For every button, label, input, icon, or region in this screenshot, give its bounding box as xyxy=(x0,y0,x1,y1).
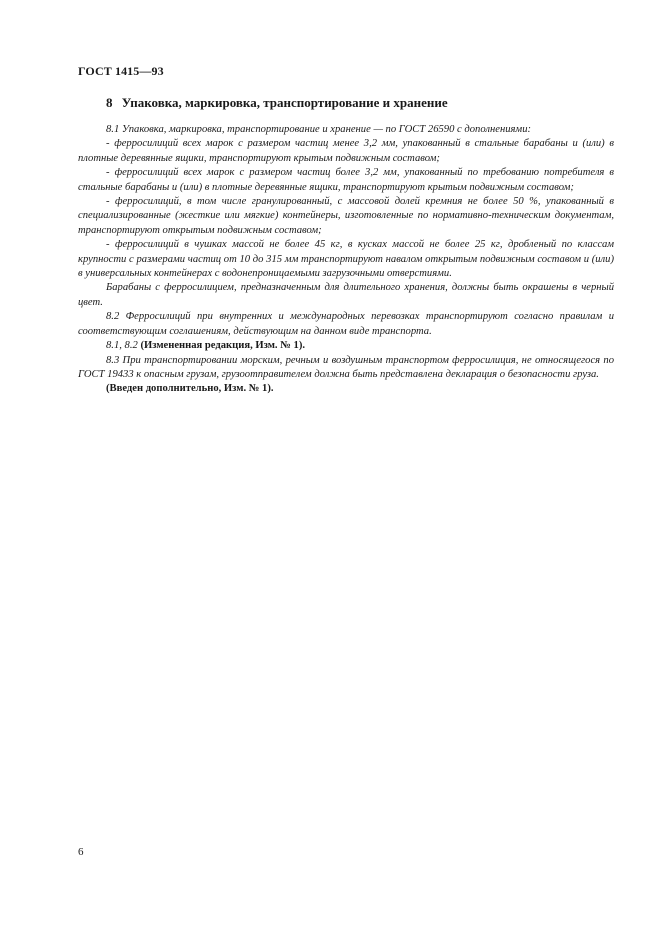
added-note: (Введен дополнительно, Изм. № 1). xyxy=(106,383,274,395)
amendment-note: (Измененная редакция, Изм. № 1). xyxy=(140,340,305,352)
list-item-fine-particles: - ферросилиций всех марок с размером частиц менее 3,2 мм, упакованный в стальные барабаны и (или) в плотные деревянные ящики, транспортируют крытым подвижным составом; xyxy=(78,138,614,164)
paragraph-8-2: 8.2 Ферросилиций при внутренних и международных перевозках транспортируют согласно правилам и соответствующим соглашениям, действующим на данном виде транспорта. xyxy=(78,311,614,337)
section-number: 8 xyxy=(106,95,113,110)
section-title-text: Упаковка, маркировка, транспортирование и хранение xyxy=(121,95,448,110)
section-body xyxy=(78,123,614,397)
amendment-prefix: 8.1, 8.2 xyxy=(106,340,138,352)
paragraph-8-3: 8.3 При транспортировании морским, речным и воздушным транспортом ферросилиция, не относящегося по ГОСТ 19433 к опасным грузам, грузоотправителем должна быть представлена декларация о безопасности груза. xyxy=(78,354,614,380)
paragraph-drums-color: Барабаны с ферросилицием, предназначенным для длительного хранения, должны быть окрашены в черный цвет. xyxy=(78,282,614,308)
paragraph-8-1: 8.1 Упаковка, маркировка, транспортирование и хранение — по ГОСТ 26590 с дополнениями: xyxy=(106,124,532,135)
amendment-line xyxy=(78,339,614,353)
list-item-granulated: - ферросилиций, в том числе гранулированный, с массовой долей кремния не более 50 %, упакованный в специализированные (жесткие или мягкие) контейнеры, изготовленные по нормативно-техническим документам, транспортируют открытым подвижным составом; xyxy=(78,196,614,236)
document-code: ГОСТ 1415—93 xyxy=(78,64,164,78)
page-number: 6 xyxy=(78,846,84,858)
list-item-ingots: - ферросилиций в чушках массой не более 45 кг, в кусках массой не более 25 кг, дробленый по классам крупности с размерами частиц от 10 до 315 мм транспортируют навалом открытым подвижным составом и (или) в универсальных контейнерах с водонепроницаемыми загрузочными отверстиями. xyxy=(78,239,614,280)
list-item-coarse-particles: - ферросилиций всех марок с размером частиц более 3,2 мм, упакованный по требованию потребителя в стальные барабаны и (или) в плотные деревянные ящики, транспортируют крытым подвижным составом; xyxy=(78,167,614,193)
section-heading xyxy=(106,95,448,111)
